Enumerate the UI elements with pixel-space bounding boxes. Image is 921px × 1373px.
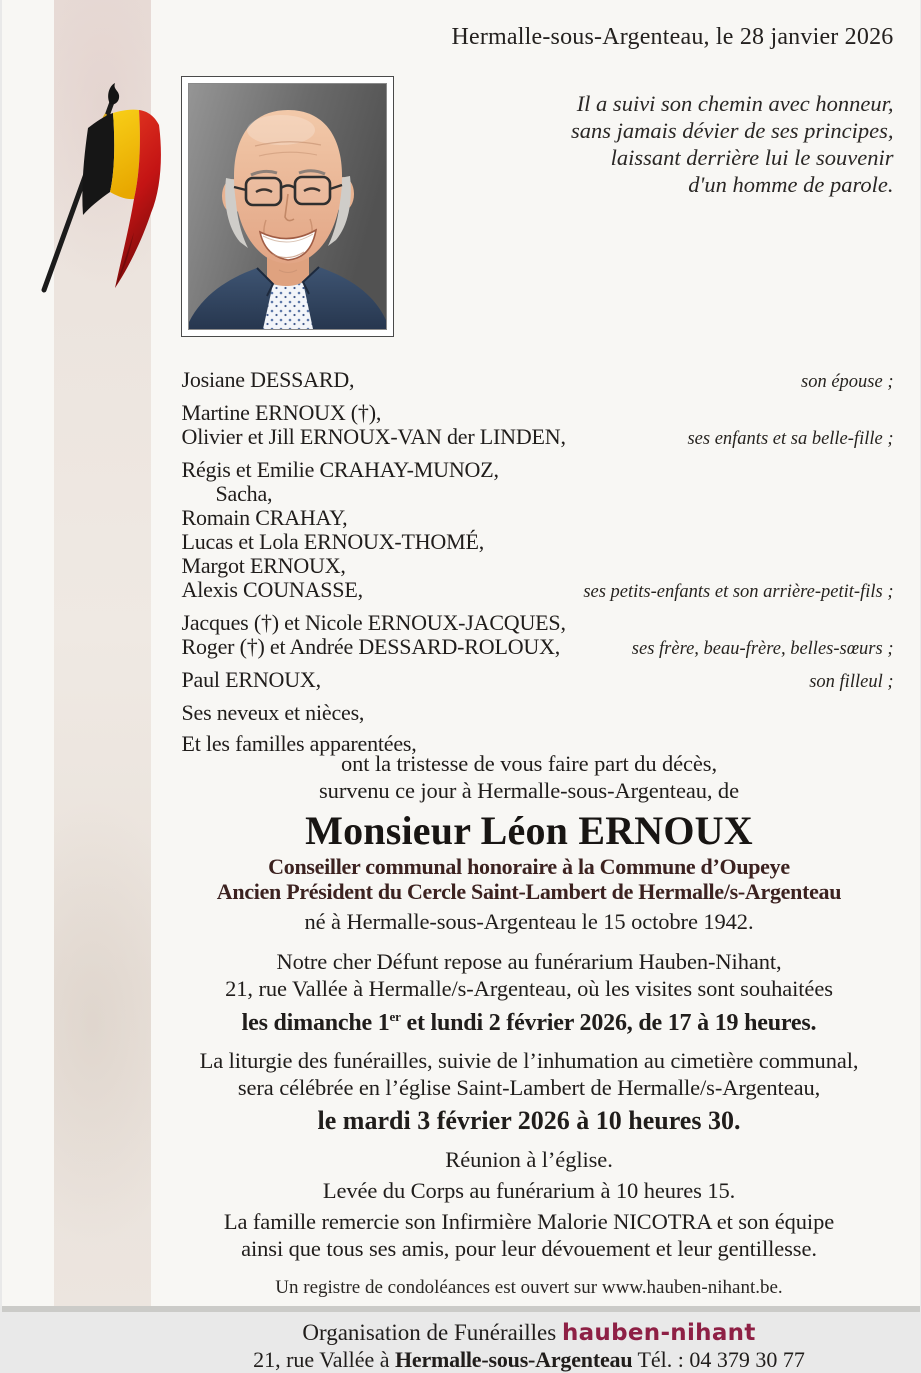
family-row bbox=[182, 368, 894, 394]
family-member-name: Paul ERNOUX, bbox=[182, 668, 321, 692]
family-member-name: Romain CRAHAY, bbox=[182, 506, 348, 530]
thanks-line: ainsi que tous ses amis, pour leur dévouement et leur gentillesse. bbox=[137, 1235, 921, 1262]
meeting-line: Réunion à l’église. bbox=[137, 1146, 921, 1173]
family-row bbox=[182, 701, 894, 725]
relation-label: son filleul ; bbox=[797, 670, 893, 694]
relation-label: ses petits-enfants et son arrière-petit-fils ; bbox=[571, 580, 893, 604]
funeral-date: le mardi 3 février 2026 à 10 heures 30. bbox=[137, 1105, 921, 1137]
deceased-role: Ancien Président du Cercle Saint-Lambert de Hermalle/s-Argenteau bbox=[137, 879, 921, 904]
family-member-name: Roger (†) et Andrée DESSARD-ROLOUX, bbox=[182, 635, 561, 659]
family-member-name: Et les familles apparentées, bbox=[182, 732, 417, 756]
family-member-name: Ses neveux et nièces, bbox=[182, 701, 365, 725]
deceased-portrait-photo bbox=[181, 76, 394, 337]
thanks-line: La famille remercie son Infirmière Malorie NICOTRA et son équipe bbox=[137, 1208, 921, 1235]
funeral-home-logo: hauben-nihant bbox=[562, 1320, 756, 1346]
quote-line: Il a suivi son chemin avec honneur, bbox=[571, 90, 893, 117]
family-row bbox=[182, 554, 894, 578]
family-member-name: Lucas et Lola ERNOUX-THOMÉ, bbox=[182, 530, 485, 554]
quote-line: sans jamais dévier de ses principes, bbox=[571, 117, 893, 144]
funeral-home-address bbox=[137, 1347, 921, 1373]
wake-line: Notre cher Défunt repose au funérarium Hauben-Nihant, bbox=[137, 948, 921, 975]
memorial-quote bbox=[571, 90, 893, 198]
address-phone: Tél. : 04 379 30 77 bbox=[632, 1347, 805, 1372]
family-row bbox=[182, 506, 894, 530]
deceased-role: Conseiller communal honoraire à la Commune d’Oupeye bbox=[137, 854, 921, 879]
address-text: 21, rue Vallée à bbox=[253, 1347, 395, 1372]
family-member-name: Alexis COUNASSE, bbox=[182, 578, 363, 602]
family-row bbox=[182, 578, 894, 604]
dateline: Hermalle-sous-Argenteau, le 28 janvier 2026 bbox=[451, 24, 893, 51]
family-member-name: Olivier et Jill ERNOUX-VAN der LINDEN, bbox=[182, 425, 566, 449]
family-list bbox=[182, 368, 894, 756]
relation-label: ses frère, beau-frère, belles-sœurs ; bbox=[620, 637, 894, 661]
address-town: Hermalle-sous-Argenteau bbox=[395, 1347, 632, 1372]
announcement-line: ont la tristesse de vous faire part du décès, bbox=[137, 750, 921, 777]
belgian-flag-icon bbox=[30, 80, 170, 305]
funeral-home-line bbox=[137, 1319, 921, 1347]
family-row bbox=[182, 401, 894, 425]
organisation-label: Organisation de Funérailles bbox=[302, 1320, 556, 1345]
family-member-name: Margot ERNOUX, bbox=[182, 554, 346, 578]
levee-line: Levée du Corps au funérarium à 10 heures 15. bbox=[137, 1177, 921, 1204]
quote-line: laissant derrière lui le souvenir bbox=[571, 144, 893, 171]
scan-bottom-edge bbox=[2, 1306, 920, 1312]
relation-label: ses enfants et sa belle-fille ; bbox=[675, 427, 893, 451]
family-row bbox=[182, 458, 894, 482]
wake-dates-text: les dimanche 1 bbox=[242, 1010, 390, 1036]
condolence-register-line: Un registre de condoléances est ouvert sur www.hauben-nihant.be. bbox=[137, 1277, 921, 1299]
ordinal-superscript: er bbox=[390, 1009, 401, 1024]
birth-line: né à Hermalle-sous-Argenteau le 15 octobre 1942. bbox=[137, 908, 921, 935]
family-member-name: Régis et Emilie CRAHAY-MUNOZ, bbox=[182, 458, 499, 482]
funeral-line: La liturgie des funérailles, suivie de l’inhumation au cimetière communal, bbox=[137, 1047, 921, 1074]
family-member-name: Sacha, bbox=[182, 482, 273, 506]
family-row bbox=[182, 530, 894, 554]
family-row bbox=[182, 668, 894, 694]
wake-line: 21, rue Vallée à Hermalle/s-Argenteau, où les visites sont souhaitées bbox=[137, 975, 921, 1002]
announcement-line: survenu ce jour à Hermalle-sous-Argenteau, de bbox=[137, 777, 921, 804]
relation-label: son épouse ; bbox=[789, 370, 893, 394]
family-row bbox=[182, 611, 894, 635]
wake-dates bbox=[137, 1002, 921, 1038]
family-row bbox=[182, 425, 894, 451]
family-row bbox=[182, 635, 894, 661]
family-member-name: Martine ERNOUX (†), bbox=[182, 401, 382, 425]
funeral-announcement-page bbox=[2, 0, 920, 1312]
funeral-line: sera célébrée en l’église Saint-Lambert de Hermalle/s-Argenteau, bbox=[137, 1074, 921, 1101]
deceased-name: Monsieur Léon ERNOUX bbox=[137, 808, 921, 854]
announcement-block bbox=[137, 750, 921, 1373]
family-row bbox=[182, 482, 894, 506]
wake-dates-text: et lundi 2 février 2026, de 17 à 19 heures. bbox=[401, 1010, 817, 1036]
family-member-name: Jacques (†) et Nicole ERNOUX-JACQUES, bbox=[182, 611, 566, 635]
quote-line: d'un homme de parole. bbox=[571, 171, 893, 198]
family-member-name: Josiane DESSARD, bbox=[182, 368, 355, 392]
